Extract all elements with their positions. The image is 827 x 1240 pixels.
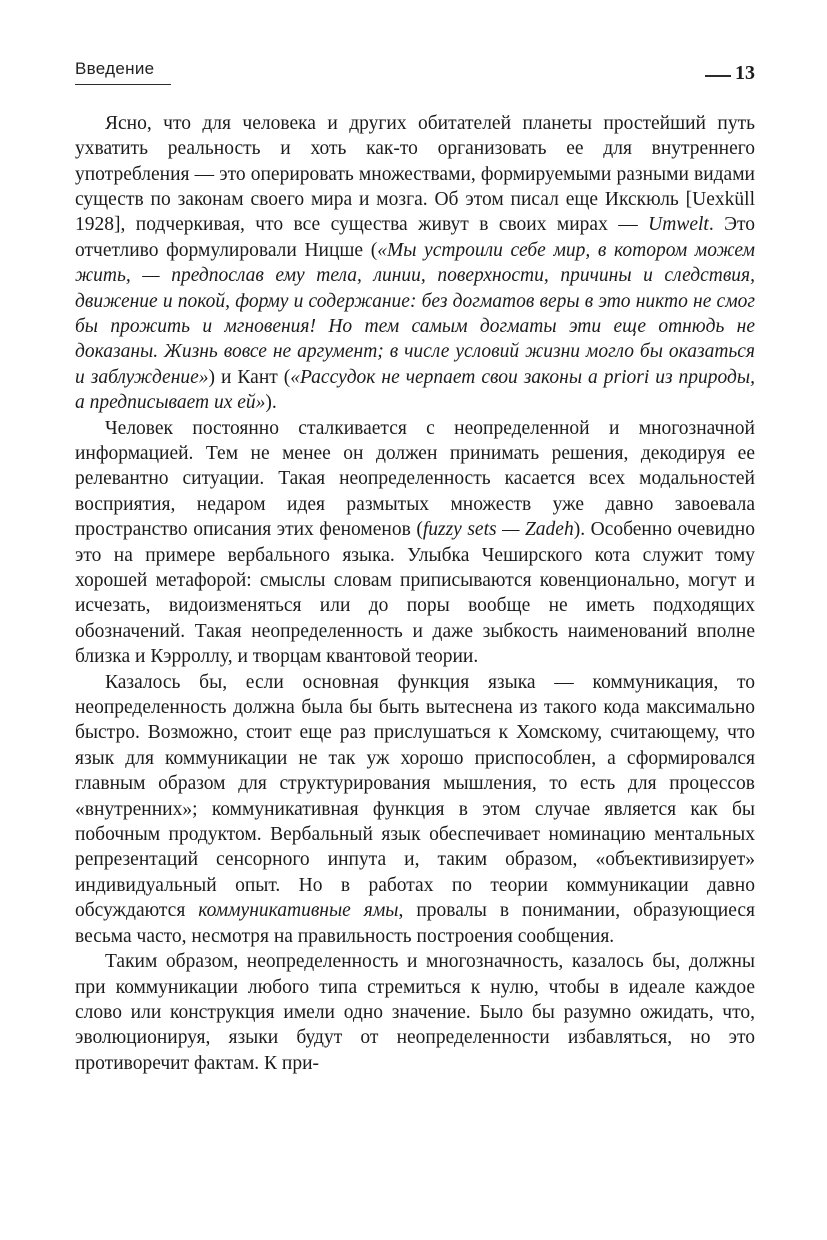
paragraph (75, 670, 755, 949)
italic-run: коммуникативные ямы (198, 900, 399, 922)
text-run: Казалось бы, если основная функция языка — коммуникация, то неопределенность должна была бы быть вытеснена из такого кода максимально быстро. Возможно, стоит еще раз прислушаться к Хомскому, считающему, что язык для коммуникации не так уж хорошо приспособлен, а сформировался главным образом для структурирования мышления, то есть для процессов «внутренних»; коммуникативная функция в этом случае является как бы побочным продуктом. Вербальный язык обеспечивает номинацию ментальных репрезентаций сенсорного инпута и, таким образом, «объективизирует» индивидуальный опыт. Но в работах по теории коммуникации давно обсуждаются (75, 671, 755, 922)
italic-run: «Мы устроили себе мир, в котором можем жить, — предпослав ему тела, линии, поверхности, причины и следствия, движение и покой, форму и содержание: без догматов веры в это никто не смог бы прожить и мгновения! Но тем самым догматы эти еще отнюдь не доказаны. Жизнь вовсе не аргумент; в числе условий жизни могло бы оказаться и заблуждение» (75, 239, 755, 388)
paragraph (75, 416, 755, 670)
text-run: ) и Кант ( (208, 366, 291, 388)
text-run: Таким образом, неопределенность и многозначность, казалось бы, должны при коммуникации любого типа стремиться к нулю, чтобы в идеале каждое слово или конструкция имели одно значение. Было бы разумно ожидать, что, эволюционируя, языки будут от неопределенности избавляться, но это противоречит фактам. К при- (75, 951, 755, 1074)
section-title: Введение (75, 59, 155, 78)
paragraph (75, 949, 755, 1076)
running-head (75, 60, 755, 85)
text-run: . Это отчетливо формулировали Ницше ( (75, 214, 755, 261)
running-head-left (75, 60, 171, 85)
paragraph (75, 111, 755, 416)
running-head-right (705, 62, 755, 85)
text-run: , провалы в понимании, образующиеся весьма часто, несмотря на правильность построения сообщения. (75, 900, 755, 947)
italic-run: Umwelt (648, 214, 709, 236)
italic-run: fuzzy sets — Zadeh (422, 519, 574, 541)
text-body (75, 111, 755, 1076)
page-number: 13 (735, 61, 755, 84)
italic-run: «Рассудок не черпает свои законы a priori из природы, а предписывает их ей» (75, 366, 755, 414)
page-number-rule (705, 75, 731, 77)
text-run: ). Особенно очевидно это на примере вербального языка. Улыбка Чеширского кота служит тому хорошей метафорой: смыслы словам приписываются ковенционально, могут и исчезать, видоизменяться или до поры вообще не иметь подходящих обозначений. Такая неопределенность и даже зыбкость наименований вполне близка и Кэрроллу, и творцам квантовой теории. (75, 519, 755, 668)
text-run: Ясно, что для человека и других обитателей планеты простейший путь ухватить реальность и хоть как-то организовать ее для внутреннего употребления — это оперировать множествами, формируемыми разными видами существ по законам своего мира и мозга. Об этом писал еще Икскюль [Uexküll 1928], подчеркивая, что все существа живут в своих мирах — (75, 112, 755, 236)
text-run: Человек постоянно сталкивается с неопределенной и многозначной информацией. Тем не менее он должен принимать решения, декодируя ее релевантно ситуации. Такая неопределенность касается всех модальностей восприятия, недаром идея размытых множеств уже давно завоевала пространство описания этих феноменов ( (75, 417, 755, 541)
section-title-rule (75, 84, 171, 85)
text-run: ). (265, 392, 277, 414)
